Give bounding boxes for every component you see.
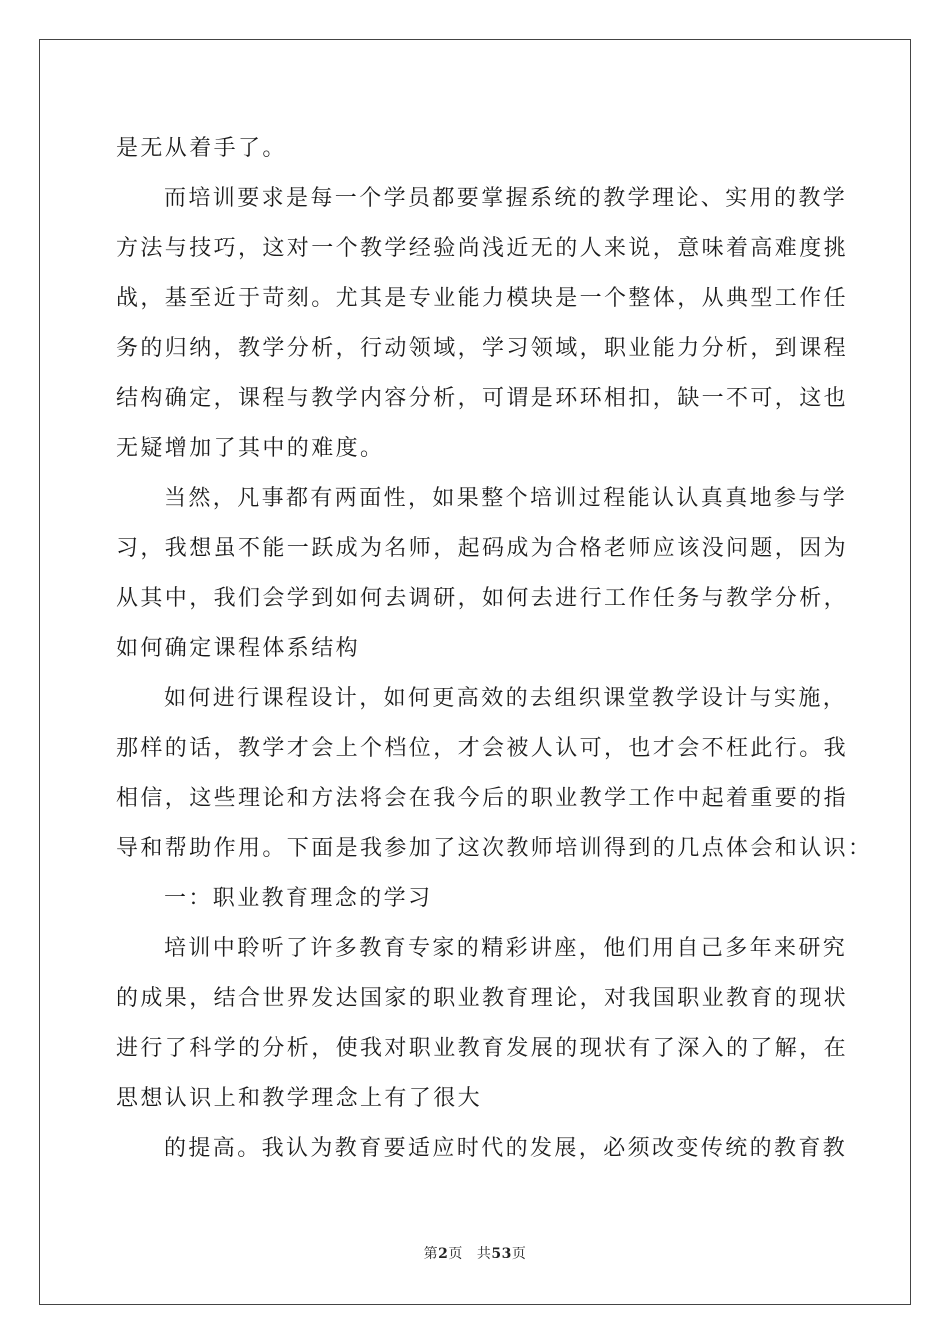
text-line: 方法与技巧，这对一个教学经验尚浅近无的人来说，意味着高难度挑 bbox=[116, 236, 849, 261]
text-line: 从其中，我们会学到如何去调研，如何去进行工作任务与教学分析， bbox=[116, 586, 849, 611]
page-suffix: 页 bbox=[448, 1246, 463, 1262]
page-current: 2 bbox=[438, 1246, 449, 1262]
text-line: 进行了科学的分析，使我对职业教育发展的现状有了深入的了解，在 bbox=[116, 1036, 849, 1061]
text-line: 务的归纳，教学分析，行动领域，学习领域，职业能力分析，到课程 bbox=[116, 336, 849, 361]
text-line: 导和帮助作用。下面是我参加了这次教师培训得到的几点体会和认识： bbox=[116, 836, 873, 861]
text-line: 无疑增加了其中的难度。 bbox=[116, 436, 385, 461]
page-total: 53 bbox=[491, 1246, 512, 1262]
total-suffix: 页 bbox=[511, 1246, 527, 1262]
text-line: 思想认识上和教学理念上有了很大 bbox=[116, 1086, 483, 1111]
page-footer bbox=[0, 1244, 950, 1264]
text-line: 相信，这些理论和方法将会在我今后的职业教学工作中起着重要的指 bbox=[116, 786, 849, 811]
text-line: 的提高。我认为教育要适应时代的发展，必须改变传统的教育教 bbox=[164, 1136, 848, 1161]
text-line: 如何进行课程设计，如何更高效的去组织课堂教学设计与实施， bbox=[164, 686, 848, 711]
text-line: 当然，凡事都有两面性，如果整个培训过程能认认真真地参与学 bbox=[164, 486, 848, 511]
text-line: 战，基至近于苛刻。尤其是专业能力模块是一个整体，从典型工作任 bbox=[116, 286, 849, 311]
text-line: 是无从着手了。 bbox=[116, 136, 287, 161]
total-prefix: 共 bbox=[476, 1246, 492, 1262]
text-line: 习，我想虽不能一跃成为名师，起码成为合格老师应该没问题，因为 bbox=[116, 536, 849, 561]
text-line: 那样的话，教学才会上个档位，才会被人认可，也才会不枉此行。我 bbox=[116, 736, 849, 761]
section-heading: 一：职业教育理念的学习 bbox=[164, 886, 433, 911]
page-prefix: 第 bbox=[423, 1246, 439, 1262]
text-line: 而培训要求是每一个学员都要掌握系统的教学理论、实用的教学 bbox=[164, 186, 848, 211]
text-line: 结构确定，课程与教学内容分析，可谓是环环相扣，缺一不可，这也 bbox=[116, 386, 849, 411]
document-body bbox=[116, 124, 873, 1174]
text-line: 培训中聆听了许多教育专家的精彩讲座，他们用自己多年来研究 bbox=[164, 936, 848, 961]
text-line: 如何确定课程体系结构 bbox=[116, 636, 361, 661]
text-line: 的成果，结合世界发达国家的职业教育理论，对我国职业教育的现状 bbox=[116, 986, 849, 1011]
